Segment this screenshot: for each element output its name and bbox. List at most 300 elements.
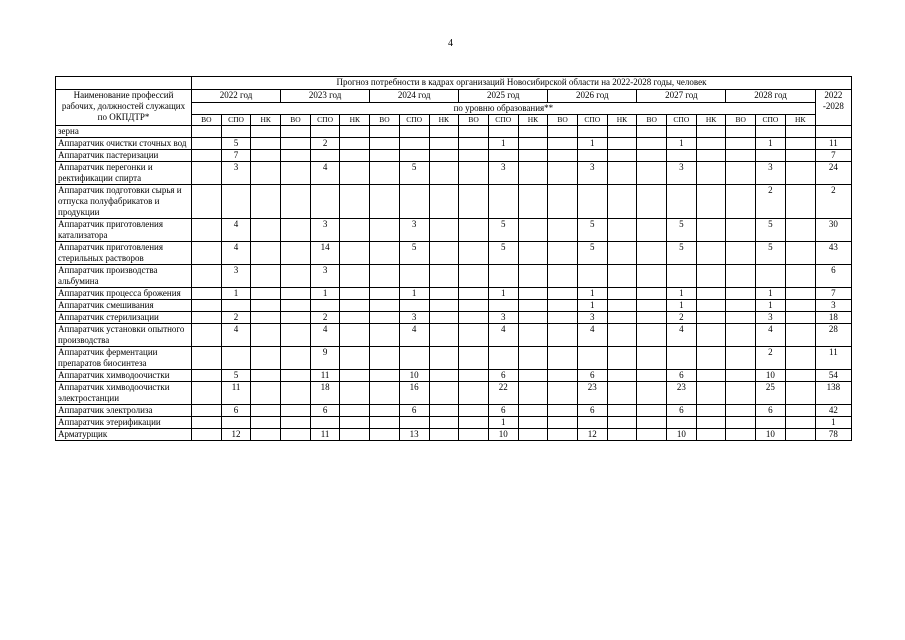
vo-value-cell xyxy=(548,242,578,265)
vo-value-cell xyxy=(192,138,222,150)
vo-value-cell xyxy=(281,417,311,429)
nk-value-cell xyxy=(429,382,459,405)
vo-value-cell xyxy=(459,312,489,324)
nk-value-cell xyxy=(785,382,815,405)
year-header: 2025 год xyxy=(459,90,548,103)
spo-value-cell: 3 xyxy=(577,162,607,185)
spo-value-cell xyxy=(756,417,786,429)
spo-value-cell: 1 xyxy=(399,288,429,300)
profession-name: Аппаратчик химводоочистки xyxy=(56,370,192,382)
table-row xyxy=(56,405,852,417)
vo-value-cell xyxy=(370,324,400,347)
spo-value-cell xyxy=(577,150,607,162)
spo-value-cell: 6 xyxy=(577,405,607,417)
nk-value-cell xyxy=(429,185,459,219)
nk-value-cell xyxy=(518,242,548,265)
vo-value-cell xyxy=(548,219,578,242)
spo-value-cell xyxy=(667,347,697,370)
spo-value-cell: 6 xyxy=(221,405,251,417)
vo-value-cell xyxy=(281,126,311,138)
vo-value-cell xyxy=(192,382,222,405)
nk-value-cell xyxy=(251,300,281,312)
row-total: 42 xyxy=(815,405,851,417)
vo-value-cell xyxy=(726,185,756,219)
spo-value-cell: 3 xyxy=(488,312,518,324)
education-level-label: СПО xyxy=(667,115,697,126)
nk-value-cell xyxy=(696,265,726,288)
spo-value-cell: 3 xyxy=(221,162,251,185)
nk-value-cell xyxy=(429,138,459,150)
vo-value-cell xyxy=(548,324,578,347)
nk-value-cell xyxy=(785,185,815,219)
nk-value-cell xyxy=(785,324,815,347)
spo-value-cell xyxy=(488,185,518,219)
vo-value-cell xyxy=(637,126,667,138)
spo-value-cell xyxy=(577,126,607,138)
nk-value-cell xyxy=(696,300,726,312)
spo-value-cell: 1 xyxy=(488,417,518,429)
spo-value-cell xyxy=(221,126,251,138)
spo-value-cell: 1 xyxy=(577,300,607,312)
vo-value-cell xyxy=(370,185,400,219)
spo-value-cell: 1 xyxy=(488,288,518,300)
nk-value-cell xyxy=(518,405,548,417)
vo-value-cell xyxy=(548,405,578,417)
spo-value-cell: 4 xyxy=(756,324,786,347)
vo-value-cell xyxy=(637,347,667,370)
spo-value-cell xyxy=(399,347,429,370)
spo-value-cell: 2 xyxy=(667,312,697,324)
nk-value-cell xyxy=(251,429,281,441)
nk-value-cell xyxy=(785,150,815,162)
row-total: 11 xyxy=(815,138,851,150)
vo-value-cell xyxy=(192,265,222,288)
row-total: 24 xyxy=(815,162,851,185)
vo-value-cell xyxy=(281,382,311,405)
spo-value-cell: 3 xyxy=(399,219,429,242)
nk-value-cell xyxy=(518,300,548,312)
nk-value-cell xyxy=(607,150,637,162)
vo-value-cell xyxy=(726,417,756,429)
table-row xyxy=(56,242,852,265)
row-total: 30 xyxy=(815,219,851,242)
nk-value-cell xyxy=(607,312,637,324)
vo-value-cell xyxy=(637,382,667,405)
nk-value-cell xyxy=(518,347,548,370)
profession-name: Аппаратчик подготовки сырья и отпуска полуфабрикатов и продукции xyxy=(56,185,192,219)
nk-value-cell xyxy=(340,242,370,265)
nk-value-cell xyxy=(696,126,726,138)
vo-value-cell xyxy=(192,288,222,300)
spo-value-cell xyxy=(399,126,429,138)
spo-value-cell xyxy=(488,265,518,288)
spo-value-cell xyxy=(756,265,786,288)
vo-value-cell xyxy=(370,219,400,242)
vo-value-cell xyxy=(548,429,578,441)
spo-value-cell xyxy=(488,300,518,312)
spo-value-cell: 5 xyxy=(667,242,697,265)
nk-value-cell xyxy=(696,324,726,347)
spo-value-cell: 3 xyxy=(488,162,518,185)
spo-value-cell xyxy=(667,126,697,138)
spo-value-cell: 10 xyxy=(667,429,697,441)
nk-value-cell xyxy=(429,219,459,242)
vo-value-cell xyxy=(459,417,489,429)
spo-value-cell: 10 xyxy=(756,370,786,382)
nk-value-cell xyxy=(785,162,815,185)
vo-value-cell xyxy=(370,126,400,138)
year-header: 2024 год xyxy=(370,90,459,103)
row-total: 7 xyxy=(815,150,851,162)
vo-value-cell xyxy=(459,162,489,185)
nk-value-cell xyxy=(696,347,726,370)
nk-value-cell xyxy=(429,417,459,429)
spo-value-cell: 13 xyxy=(399,429,429,441)
vo-value-cell xyxy=(726,324,756,347)
nk-value-cell xyxy=(607,219,637,242)
vo-value-cell xyxy=(637,312,667,324)
vo-value-cell xyxy=(726,347,756,370)
nk-value-cell xyxy=(785,300,815,312)
nk-value-cell xyxy=(518,382,548,405)
spo-value-cell: 10 xyxy=(399,370,429,382)
vo-value-cell xyxy=(459,300,489,312)
nk-value-cell xyxy=(251,370,281,382)
spo-value-cell: 1 xyxy=(667,300,697,312)
vo-value-cell xyxy=(726,242,756,265)
nk-value-cell xyxy=(607,185,637,219)
vo-value-cell xyxy=(637,219,667,242)
spo-value-cell: 4 xyxy=(399,324,429,347)
spo-value-cell: 1 xyxy=(756,138,786,150)
spo-value-cell: 1 xyxy=(221,288,251,300)
nk-value-cell xyxy=(429,265,459,288)
nk-value-cell xyxy=(696,150,726,162)
spo-value-cell: 3 xyxy=(221,265,251,288)
spo-value-cell: 11 xyxy=(310,429,340,441)
nk-value-cell xyxy=(340,429,370,441)
spo-value-cell: 4 xyxy=(667,324,697,347)
year-header: 2023 год xyxy=(281,90,370,103)
spo-value-cell: 6 xyxy=(667,405,697,417)
spo-value-cell: 6 xyxy=(310,405,340,417)
spo-value-cell: 11 xyxy=(310,370,340,382)
vo-value-cell xyxy=(637,405,667,417)
vo-value-cell xyxy=(548,370,578,382)
spo-value-cell: 14 xyxy=(310,242,340,265)
vo-value-cell xyxy=(637,288,667,300)
education-level-label: ВО xyxy=(192,115,222,126)
nk-value-cell xyxy=(607,162,637,185)
vo-value-cell xyxy=(459,150,489,162)
nk-value-cell xyxy=(518,417,548,429)
profession-name: Аппаратчик стерилизации xyxy=(56,312,192,324)
spo-value-cell: 5 xyxy=(667,219,697,242)
nk-value-cell xyxy=(607,288,637,300)
spo-value-cell: 3 xyxy=(310,265,340,288)
spo-value-cell: 5 xyxy=(399,162,429,185)
nk-value-cell xyxy=(607,265,637,288)
row-total: 28 xyxy=(815,324,851,347)
nk-value-cell xyxy=(696,312,726,324)
spo-value-cell: 4 xyxy=(221,219,251,242)
vo-value-cell xyxy=(281,300,311,312)
nk-value-cell xyxy=(696,162,726,185)
vo-value-cell xyxy=(459,126,489,138)
vo-value-cell xyxy=(637,265,667,288)
vo-value-cell xyxy=(548,382,578,405)
nk-value-cell xyxy=(340,185,370,219)
table-row xyxy=(56,347,852,370)
spo-value-cell: 1 xyxy=(756,300,786,312)
nk-value-cell xyxy=(785,347,815,370)
nk-value-cell xyxy=(340,405,370,417)
vo-value-cell xyxy=(459,265,489,288)
vo-value-cell xyxy=(281,150,311,162)
vo-value-cell xyxy=(637,370,667,382)
vo-value-cell xyxy=(548,138,578,150)
table-row xyxy=(56,150,852,162)
spo-value-cell xyxy=(221,185,251,219)
year-header: 2027 год xyxy=(637,90,726,103)
vo-value-cell xyxy=(548,162,578,185)
spo-value-cell xyxy=(577,417,607,429)
page-number: 4 xyxy=(448,38,453,49)
spo-value-cell: 16 xyxy=(399,382,429,405)
spo-value-cell xyxy=(488,150,518,162)
spo-value-cell: 1 xyxy=(310,288,340,300)
spo-value-cell: 5 xyxy=(488,219,518,242)
spo-value-cell: 4 xyxy=(310,324,340,347)
spo-value-cell: 3 xyxy=(667,162,697,185)
table-row xyxy=(56,219,852,242)
nk-value-cell xyxy=(251,288,281,300)
spo-value-cell xyxy=(399,300,429,312)
education-level-label: СПО xyxy=(310,115,340,126)
nk-value-cell xyxy=(251,150,281,162)
vo-value-cell xyxy=(192,126,222,138)
nk-value-cell xyxy=(429,429,459,441)
profession-name: Аппаратчик перегонки и ректификации спирта xyxy=(56,162,192,185)
profession-name: зерна xyxy=(56,126,192,138)
nk-value-cell xyxy=(251,126,281,138)
nk-value-cell xyxy=(429,126,459,138)
spo-value-cell: 5 xyxy=(221,138,251,150)
nk-value-cell xyxy=(785,429,815,441)
nk-value-cell xyxy=(607,382,637,405)
spo-value-cell: 6 xyxy=(399,405,429,417)
vo-value-cell xyxy=(548,312,578,324)
nk-value-cell xyxy=(785,417,815,429)
vo-value-cell xyxy=(281,370,311,382)
education-level-label: ВО xyxy=(548,115,578,126)
nk-value-cell xyxy=(429,300,459,312)
vo-value-cell xyxy=(281,312,311,324)
vo-value-cell xyxy=(192,242,222,265)
spo-value-cell: 6 xyxy=(488,405,518,417)
spo-value-cell: 5 xyxy=(756,219,786,242)
vo-value-cell xyxy=(459,382,489,405)
vo-value-cell xyxy=(370,405,400,417)
nk-value-cell xyxy=(696,382,726,405)
row-total: 78 xyxy=(815,429,851,441)
profession-name: Аппаратчик производства альбумина xyxy=(56,265,192,288)
spo-value-cell: 9 xyxy=(310,347,340,370)
nk-value-cell xyxy=(429,150,459,162)
nk-value-cell xyxy=(251,405,281,417)
nk-value-cell xyxy=(340,219,370,242)
spo-value-cell: 2 xyxy=(756,347,786,370)
nk-value-cell xyxy=(785,126,815,138)
spo-value-cell: 5 xyxy=(756,242,786,265)
spo-value-cell: 25 xyxy=(756,382,786,405)
nk-value-cell xyxy=(785,312,815,324)
nk-value-cell xyxy=(518,324,548,347)
vo-value-cell xyxy=(548,288,578,300)
nk-value-cell xyxy=(429,242,459,265)
spo-value-cell: 1 xyxy=(756,288,786,300)
nk-value-cell xyxy=(251,312,281,324)
table-row xyxy=(56,126,852,138)
spo-value-cell xyxy=(399,138,429,150)
vo-value-cell xyxy=(459,370,489,382)
table-row xyxy=(56,324,852,347)
nk-value-cell xyxy=(696,185,726,219)
spo-value-cell: 3 xyxy=(756,312,786,324)
nk-value-cell xyxy=(607,429,637,441)
education-level-label: НК xyxy=(251,115,281,126)
spo-value-cell: 3 xyxy=(310,219,340,242)
spo-value-cell xyxy=(310,185,340,219)
vo-value-cell xyxy=(281,324,311,347)
vo-value-cell xyxy=(726,288,756,300)
nk-value-cell xyxy=(429,312,459,324)
vo-value-cell xyxy=(726,382,756,405)
vo-value-cell xyxy=(548,185,578,219)
nk-value-cell xyxy=(251,242,281,265)
nk-value-cell xyxy=(518,219,548,242)
spo-value-cell: 6 xyxy=(756,405,786,417)
vo-value-cell xyxy=(192,370,222,382)
vo-value-cell xyxy=(637,185,667,219)
nk-value-cell xyxy=(251,382,281,405)
spo-value-cell xyxy=(756,126,786,138)
vo-value-cell xyxy=(459,288,489,300)
vo-value-cell xyxy=(192,312,222,324)
spo-value-cell: 1 xyxy=(488,138,518,150)
nk-value-cell xyxy=(429,324,459,347)
nk-value-cell xyxy=(340,138,370,150)
vo-value-cell xyxy=(726,150,756,162)
nk-value-cell xyxy=(785,242,815,265)
spo-value-cell xyxy=(577,185,607,219)
nk-value-cell xyxy=(785,265,815,288)
profession-name: Аппаратчик ферментации препаратов биосинтеза xyxy=(56,347,192,370)
nk-value-cell xyxy=(340,150,370,162)
nk-value-cell xyxy=(785,288,815,300)
vo-value-cell xyxy=(726,312,756,324)
nk-value-cell xyxy=(518,138,548,150)
vo-value-cell xyxy=(281,429,311,441)
spo-value-cell xyxy=(577,347,607,370)
spo-value-cell xyxy=(756,150,786,162)
education-level-label: ВО xyxy=(459,115,489,126)
spo-value-cell: 23 xyxy=(577,382,607,405)
spo-value-cell xyxy=(667,185,697,219)
vo-value-cell xyxy=(281,288,311,300)
table-row xyxy=(56,429,852,441)
vo-value-cell xyxy=(370,242,400,265)
education-level-label: ВО xyxy=(370,115,400,126)
nk-value-cell xyxy=(429,370,459,382)
row-total: 11 xyxy=(815,347,851,370)
table-row xyxy=(56,417,852,429)
spo-value-cell xyxy=(488,347,518,370)
vo-value-cell xyxy=(637,242,667,265)
nk-value-cell xyxy=(340,265,370,288)
spo-value-cell: 22 xyxy=(488,382,518,405)
nk-value-cell xyxy=(429,347,459,370)
nk-value-cell xyxy=(607,417,637,429)
year-header: 2022 год xyxy=(192,90,281,103)
education-level-label: НК xyxy=(518,115,548,126)
nk-value-cell xyxy=(251,347,281,370)
nk-value-cell xyxy=(429,288,459,300)
profession-name: Аппаратчик химводоочистки электростанции xyxy=(56,382,192,405)
vo-value-cell xyxy=(370,347,400,370)
vo-value-cell xyxy=(459,324,489,347)
nk-value-cell xyxy=(340,300,370,312)
nk-value-cell xyxy=(518,185,548,219)
nk-value-cell xyxy=(696,429,726,441)
vo-value-cell xyxy=(281,185,311,219)
table-row xyxy=(56,265,852,288)
name-column-header: Наименование профессий рабочих, должностей служащих по ОКПДТР* xyxy=(56,90,192,126)
nk-value-cell xyxy=(251,138,281,150)
profession-name: Аппаратчик электролиза xyxy=(56,405,192,417)
nk-value-cell xyxy=(785,138,815,150)
vo-value-cell xyxy=(726,126,756,138)
profession-name: Аппаратчик установки опытного производства xyxy=(56,324,192,347)
nk-value-cell xyxy=(607,324,637,347)
spo-value-cell: 2 xyxy=(310,312,340,324)
nk-value-cell xyxy=(696,405,726,417)
education-level-label: СПО xyxy=(488,115,518,126)
nk-value-cell xyxy=(429,405,459,417)
vo-value-cell xyxy=(548,265,578,288)
education-level-label: НК xyxy=(696,115,726,126)
vo-value-cell xyxy=(459,219,489,242)
vo-value-cell xyxy=(726,265,756,288)
spo-value-cell xyxy=(667,265,697,288)
nk-value-cell xyxy=(429,162,459,185)
spo-value-cell: 11 xyxy=(221,382,251,405)
education-level-label: НК xyxy=(429,115,459,126)
nk-value-cell xyxy=(340,126,370,138)
spo-value-cell: 2 xyxy=(310,138,340,150)
vo-value-cell xyxy=(459,138,489,150)
nk-value-cell xyxy=(696,219,726,242)
spo-value-cell: 1 xyxy=(577,138,607,150)
vo-value-cell xyxy=(637,300,667,312)
education-level-label: ВО xyxy=(281,115,311,126)
spo-value-cell xyxy=(221,417,251,429)
spo-value-cell xyxy=(310,300,340,312)
nk-value-cell xyxy=(785,219,815,242)
nk-value-cell xyxy=(518,150,548,162)
vo-value-cell xyxy=(726,162,756,185)
vo-value-cell xyxy=(726,370,756,382)
